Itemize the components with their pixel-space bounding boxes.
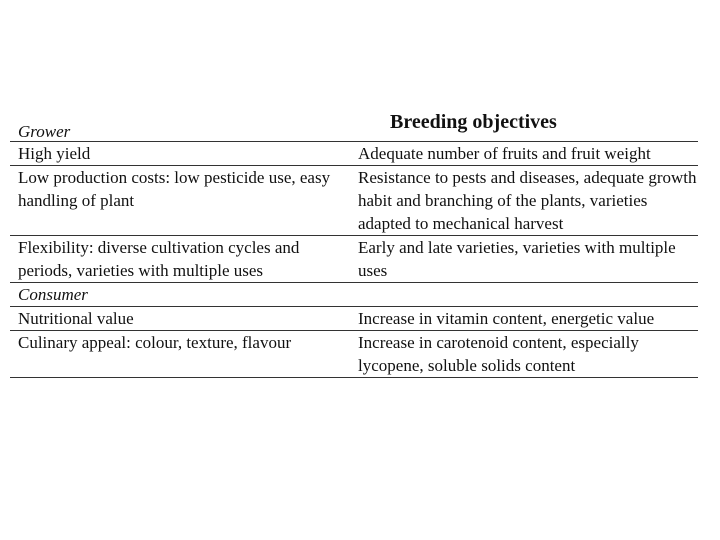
objective-cell: Increase in carotenoid content, especially lycopene, soluble solids content xyxy=(358,333,639,375)
trait-cell: Flexibility: diverse cultivation cycles and periods, varieties with multiple uses xyxy=(18,238,300,280)
trait-cell: High yield xyxy=(18,144,91,163)
table-row xyxy=(10,307,698,331)
table-row xyxy=(10,236,698,283)
section-label-grower: Grower xyxy=(18,122,71,141)
table-row xyxy=(10,142,698,166)
trait-cell: Low production costs: low pesticide use, easy handling of plant xyxy=(18,168,331,210)
table-row xyxy=(10,166,698,236)
trait-cell: Nutritional value xyxy=(18,309,134,328)
objective-cell: Adequate number of fruits and fruit weight xyxy=(358,144,651,163)
table-header-row xyxy=(10,108,698,142)
column-heading-breeding-objectives: Breeding objectives xyxy=(390,111,557,133)
section-label-consumer: Consumer xyxy=(18,285,88,304)
breeding-objectives-table xyxy=(10,108,698,378)
trait-cell: Culinary appeal: colour, texture, flavour xyxy=(18,333,292,352)
objective-cell: Resistance to pests and diseases, adequate growth habit and branching of the plants, varieties adapted to mechanical harvest xyxy=(358,168,697,233)
objective-cell: Early and late varieties, varieties with multiple uses xyxy=(358,238,676,280)
table-row xyxy=(10,331,698,378)
objective-cell: Increase in vitamin content, energetic value xyxy=(358,309,655,328)
section-row-consumer xyxy=(10,283,698,307)
